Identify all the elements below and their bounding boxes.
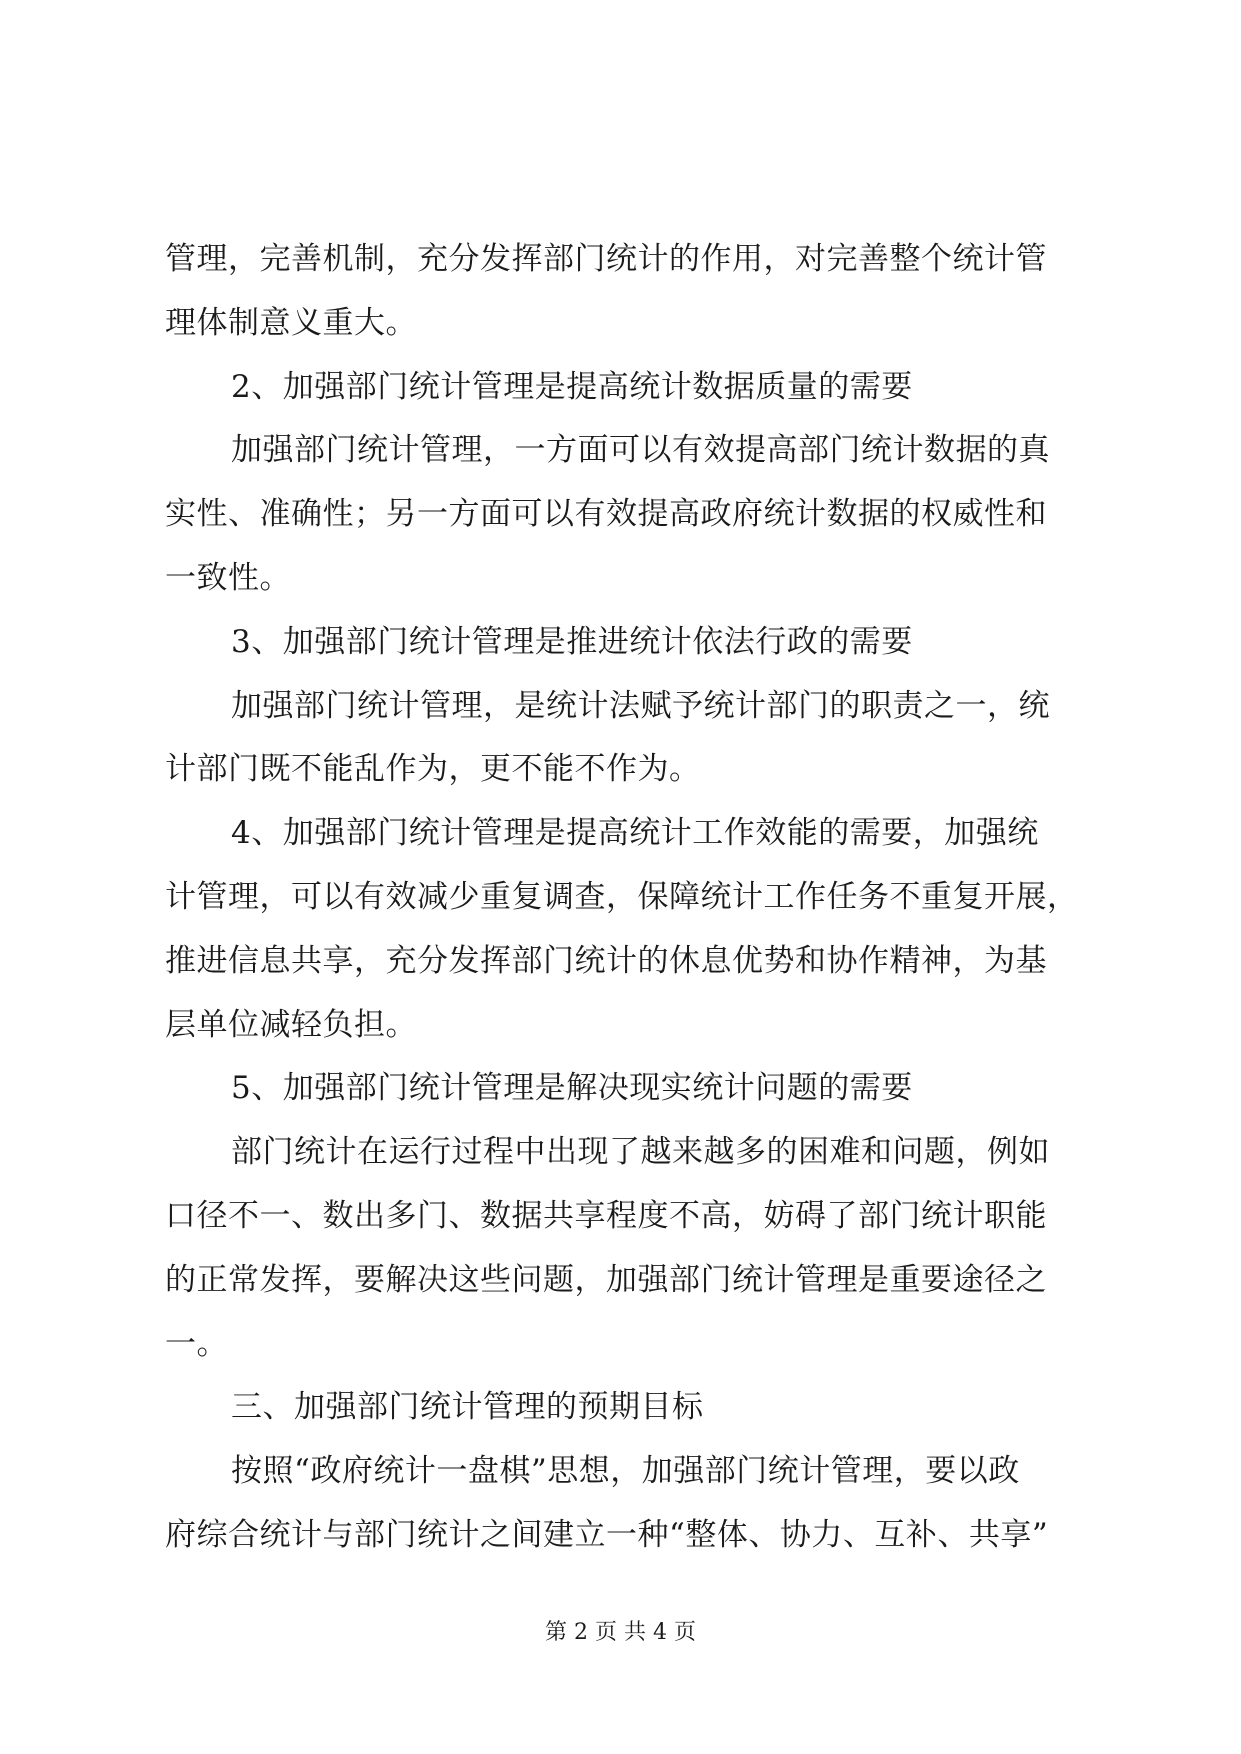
- text-line: 理体制意义重大。: [165, 304, 417, 341]
- text-line: 计部门既不能乱作为，更不能不作为。: [165, 751, 701, 788]
- text-line: 推进信息共享，充分发挥部门统计的休息优势和协作精神，为基: [165, 942, 1047, 979]
- text-line: 口径不一、数出多门、数据共享程度不高，妨碍了部门统计职能: [165, 1197, 1047, 1234]
- text-line: 管理，完善机制，充分发挥部门统计的作用，对完善整个统计管: [165, 241, 1047, 277]
- section-heading-3: 3、加强部门统计管理是推进统计依法行政的需要: [231, 623, 913, 660]
- text-line: 层单位减轻负担。: [165, 1006, 417, 1043]
- text-line: 实性、准确性；另一方面可以有效提高政府统计数据的权威性和: [165, 496, 1047, 533]
- text-line: 加强部门统计管理，一方面可以有效提高部门统计数据的真: [231, 432, 1050, 469]
- text-line: 部门统计在运行过程中出现了越来越多的困难和问题，例如: [231, 1134, 1050, 1171]
- section-heading-2: 2、加强部门统计管理是提高统计数据质量的需要: [231, 368, 913, 405]
- section-heading-4: 4、加强部门统计管理是提高统计工作效能的需要，加强统: [231, 815, 1039, 852]
- chapter-heading-3: 三、加强部门统计管理的预期目标: [231, 1389, 704, 1426]
- text-line: 加强部门统计管理，是统计法赋予统计部门的职责之一，统: [231, 687, 1050, 724]
- text-line: 计管理，可以有效减少重复调查，保障统计工作任务不重复开展，: [165, 878, 1079, 915]
- page-number-footer: 第 2 页 共 4 页: [545, 1620, 696, 1645]
- text-line: 府综合统计与部门统计之间建立一种“整体、协力、互补、共享”: [165, 1516, 1049, 1553]
- section-heading-5: 5、加强部门统计管理是解决现实统计问题的需要: [231, 1070, 913, 1107]
- text-line: 的正常发挥，要解决这些问题，加强部门统计管理是重要途径之: [165, 1261, 1047, 1298]
- text-line: 一致性。: [165, 559, 291, 596]
- text-line: 按照“政府统计一盘棋”思想，加强部门统计管理，要以政: [231, 1453, 1020, 1490]
- document-body: [165, 228, 1085, 1568]
- text-line: 一。: [165, 1325, 228, 1362]
